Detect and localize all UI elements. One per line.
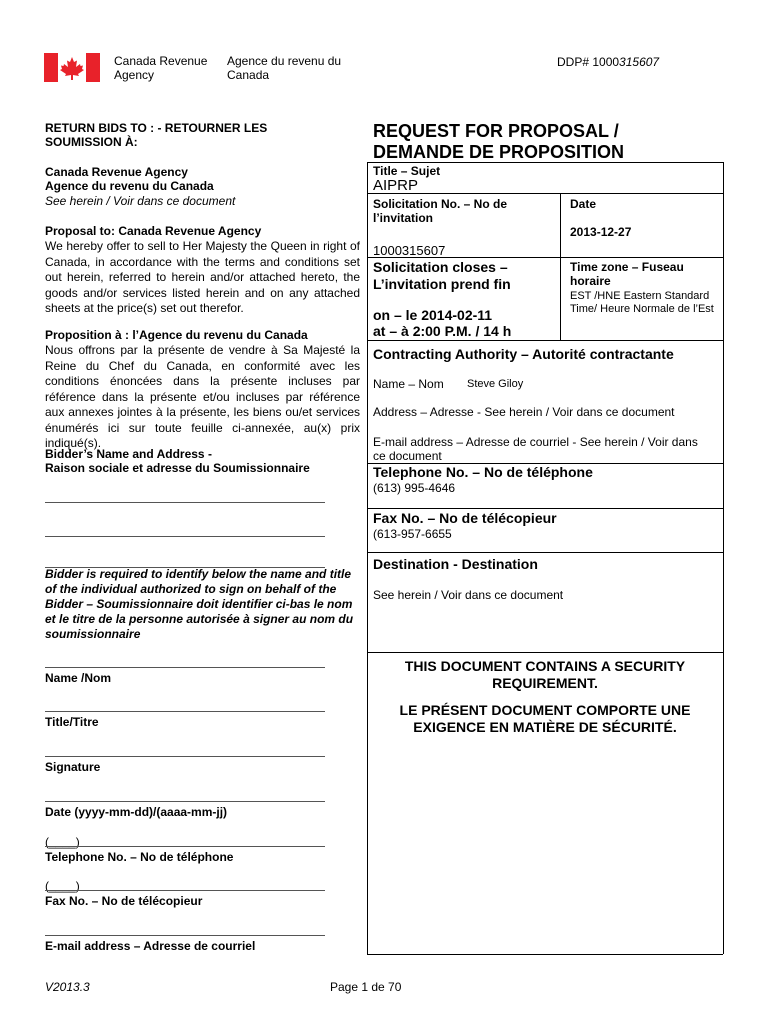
title-label: Title/Titre (45, 715, 99, 729)
fax-label: Fax No. – No de télécopieur (373, 510, 557, 526)
bidder-name-address-label: Bidder’s Name and Address - Raison sociale et adresse du Soumissionnaire (45, 447, 310, 475)
security-requirement-fr: LE PRÉSENT DOCUMENT COMPORTE UNE EXIGENCE EN MATIÈRE DE SÉCURITÉ. (399, 702, 691, 735)
email-label: E-mail address – Adresse de courriel (45, 939, 256, 953)
solicitation-no-label: Solicitation No. – No de l’invitation (373, 197, 508, 225)
destination-value: See herein / Voir dans ce document (373, 588, 564, 602)
contact-name-label: Name – Nom (373, 377, 444, 391)
phone-paren: (____) (45, 835, 80, 849)
contact-name-value: Steve Giloy (467, 378, 524, 390)
date-label: Date (570, 197, 597, 211)
bidder-address-line-2[interactable] (45, 536, 325, 537)
org-name-fr: Agence du revenu du Canada (227, 54, 342, 82)
date-line[interactable] (45, 801, 325, 802)
solicitation-no-value: 1000315607 (373, 243, 446, 258)
signature-line[interactable] (45, 756, 325, 757)
fax-line[interactable] (45, 890, 325, 891)
ddp-number: DDP# 1000315607 (557, 55, 660, 69)
destination-label: Destination - Destination (373, 556, 538, 572)
title-sujet-label: Title – Sujet (373, 164, 441, 178)
rfp-title: REQUEST FOR PROPOSAL / DEMANDE DE PROPOSITION (373, 121, 625, 162)
title-line[interactable] (45, 711, 325, 712)
email-line[interactable] (45, 935, 325, 936)
org-name-en: Canada Revenue Agency (114, 54, 208, 82)
bidder-required-note: Bidder is required to identify below the name and title of the individual authorized to sign on behalf of the Bidder – Soumissionnaire doit identifier ci-bas le nom et le titre de la personne autorisée à signer au nom du soumissionnaire (45, 567, 354, 641)
solicitation-closes-label: Solicitation closes – L’invitation prend fin (373, 259, 511, 292)
closes-at: at – à 2:00 P.M. / 14 h (373, 323, 512, 339)
telephone-value: (613) 995-4646 (373, 481, 456, 495)
version-label: V2013.3 (45, 980, 90, 994)
canada-flag-logo (44, 53, 100, 82)
date-label: Date (yyyy-mm-dd)/(aaaa-mm-jj) (45, 805, 228, 819)
proposal-to-heading: Proposal to: Canada Revenue Agency (45, 224, 262, 238)
phone-label: Telephone No. – No de téléphone (45, 850, 234, 864)
timezone-value: EST /HNE Eastern Standard Time/ Heure Normale de l’Est (570, 290, 714, 315)
proposition-heading: Proposition à : l’Agence du revenu du Canada (45, 328, 308, 342)
agency-en: Canada Revenue Agency (45, 165, 188, 179)
fax-value: (613-957-6655 (373, 527, 452, 541)
bidder-address-line-1[interactable] (45, 502, 325, 503)
fax-label: Fax No. – No de télécopieur (45, 894, 203, 908)
timezone-label: Time zone – Fuseau horaire (570, 260, 684, 288)
contact-address: Address – Adresse - See herein / Voir dans ce document (373, 405, 675, 419)
fax-paren: (____) (45, 879, 80, 893)
date-value: 2013-12-27 (570, 225, 632, 239)
see-herein: See herein / Voir dans ce document (45, 194, 236, 208)
contracting-authority-label: Contracting Authority – Autorité contractante (373, 346, 674, 362)
name-label: Name /Nom (45, 671, 112, 685)
agency-fr: Agence du revenu du Canada (45, 179, 214, 193)
return-bids-heading: RETURN BIDS TO : - RETOURNER LES SOUMISSION À: (45, 121, 268, 149)
page-number: Page 1 de 70 (330, 980, 402, 994)
telephone-label: Telephone No. – No de téléphone (373, 464, 593, 480)
phone-line[interactable] (45, 846, 325, 847)
signature-label: Signature (45, 760, 101, 774)
security-requirement-en: THIS DOCUMENT CONTAINS A SECURITY REQUIREMENT. (404, 658, 686, 691)
name-line[interactable] (45, 667, 325, 668)
title-value: AIPRP (373, 177, 419, 194)
contact-email: E-mail address – Adresse de courriel - See herein / Voir dans ce document (373, 435, 698, 463)
proposal-to-text: We hereby offer to sell to Her Majesty the Queen in right of Canada, in accordance with the terms and conditions set out herein, referred to herein and/or attached hereto, the goods and/or services listed herein and on any attached sheets at the price(s) set out therefor. (45, 239, 360, 315)
closes-on: on – le 2014-02-11 (373, 307, 493, 323)
proposition-text: Nous offrons par la présente de vendre à Sa Majesté la Reine du Chef du Canada, en conformité avec les conditions énoncées dans la présente incluses par référence dans la présente et/ou incluses par référence aux annexes jointes à la présente, les biens ou/et services énumérés ici sur toute feuille ci-annexée, au(x) prix indiqué(s). (45, 343, 360, 450)
